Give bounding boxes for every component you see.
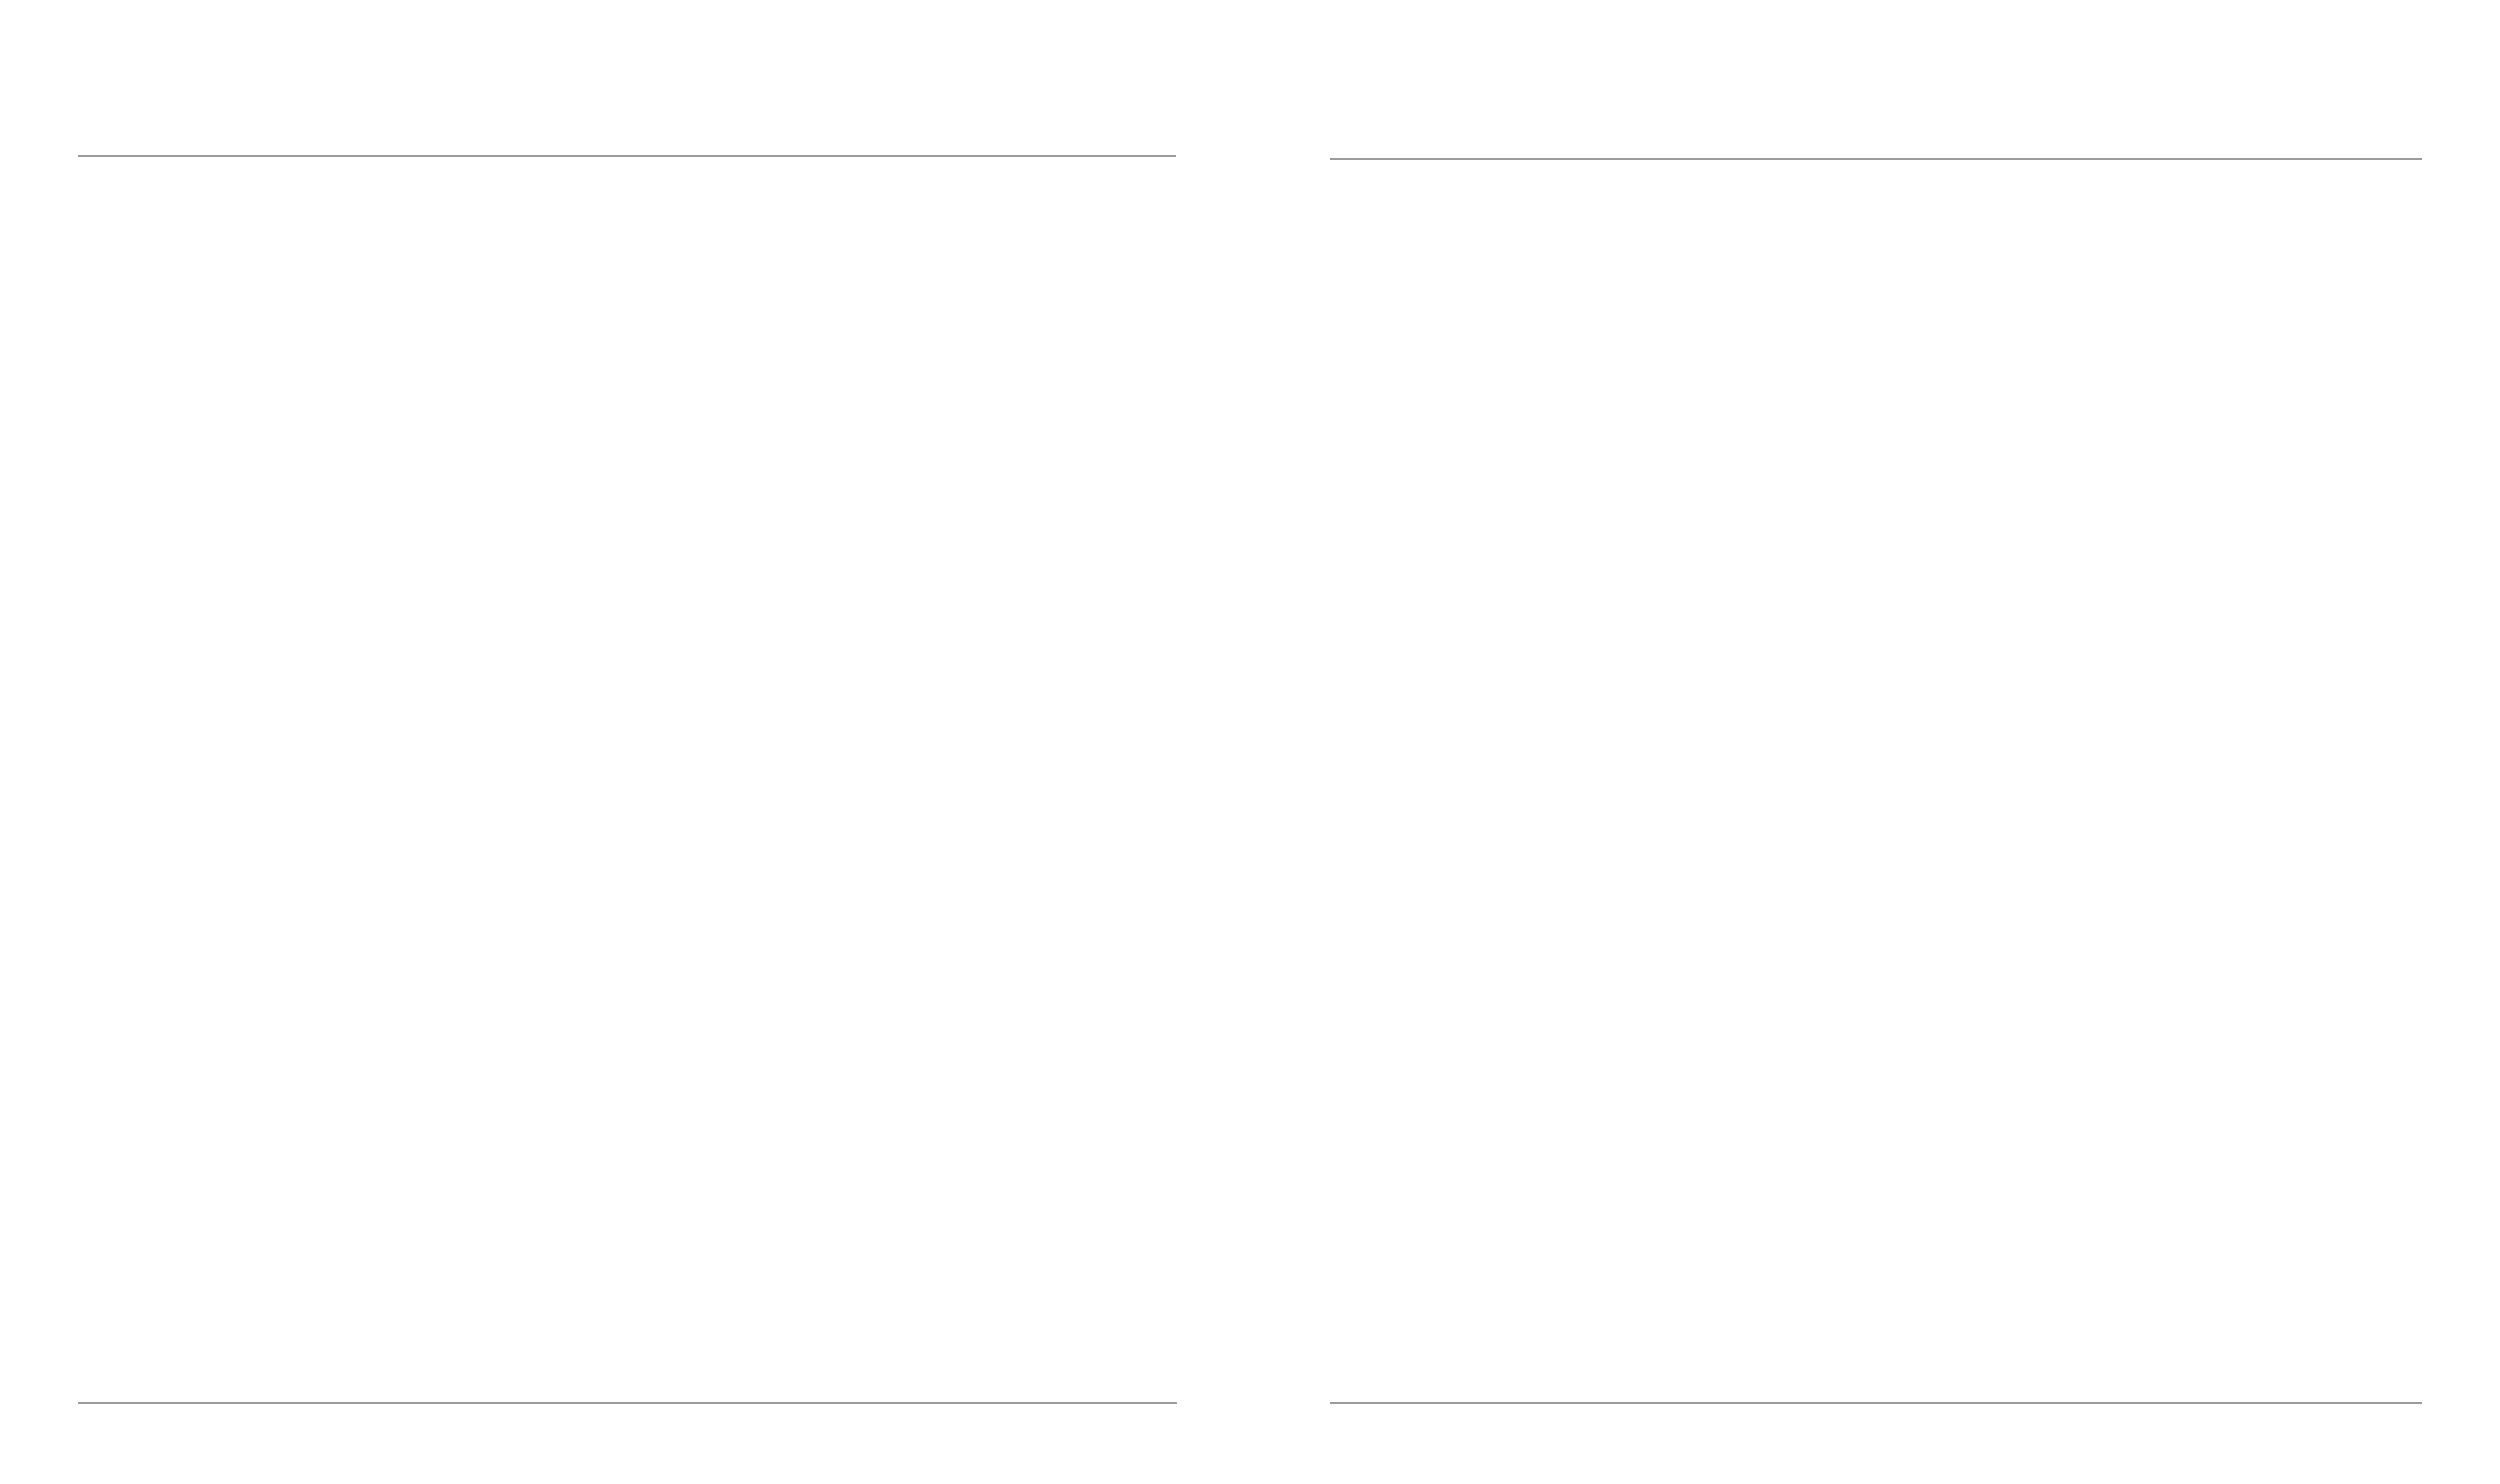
title-rule <box>1330 158 2422 160</box>
section-header <box>645 56 653 71</box>
footer-rule <box>1330 1402 2422 1404</box>
series-title <box>1330 129 1353 153</box>
sofa-diagram-slot <box>1892 278 2352 478</box>
section-header <box>1895 56 1903 71</box>
title-rule <box>78 155 1176 157</box>
footer-rule <box>78 1402 1177 1404</box>
sofa-diagram-slot <box>1892 498 2352 698</box>
sofa-diagram-slot <box>1332 498 1792 698</box>
series-title <box>78 126 101 150</box>
sofa-diagram-slot <box>1332 278 1792 478</box>
